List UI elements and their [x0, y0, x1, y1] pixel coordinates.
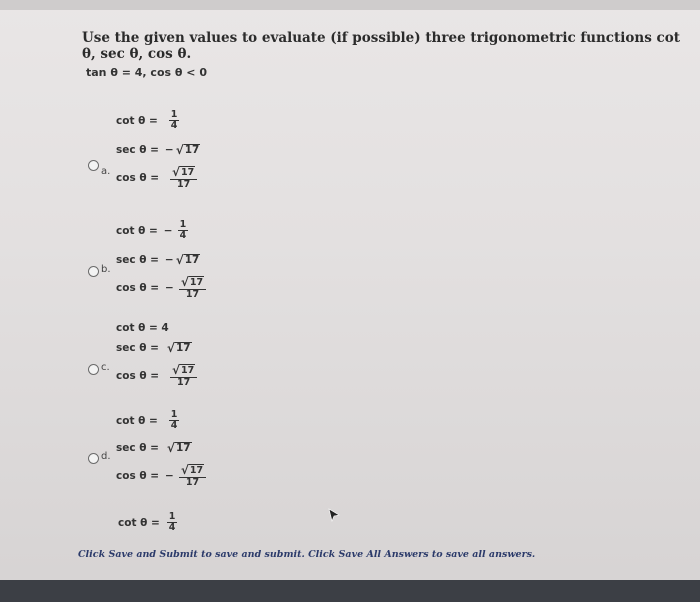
- cos-sign: −: [165, 282, 174, 294]
- cos-fraction: [179, 464, 206, 488]
- cos-label: cos θ =: [116, 172, 160, 184]
- sec-label: sec θ =: [116, 254, 159, 266]
- sqrt-symbol: √ 17: [175, 253, 200, 267]
- sec-sign: −: [164, 254, 174, 266]
- option-letter: a.: [101, 166, 111, 177]
- cos-fraction: [170, 364, 197, 388]
- option-letter: c.: [101, 362, 110, 373]
- sec-label: sec θ =: [116, 442, 159, 454]
- cos-numerator: √ 17: [179, 464, 206, 478]
- sec-equation: [116, 254, 200, 266]
- sec-radicand: 17: [175, 342, 191, 354]
- bottom-bar: [0, 580, 700, 602]
- option-c[interactable]: [88, 322, 288, 422]
- cos-denominator: 17: [185, 477, 200, 488]
- cot-denominator: 4: [179, 230, 187, 241]
- partial-cot-equation: [118, 512, 177, 533]
- cot-equation: [116, 220, 188, 241]
- cos-equation: [116, 364, 197, 388]
- cos-label: cos θ =: [116, 370, 160, 382]
- sec-equation: [116, 144, 200, 156]
- cos-numerator: √ 17: [170, 364, 197, 378]
- sec-sign: −: [164, 144, 174, 156]
- cot-numerator: 1: [168, 511, 176, 522]
- option-letter: d.: [101, 451, 111, 462]
- sec-label: sec θ =: [116, 144, 159, 156]
- cot-label: cot θ =: [116, 414, 158, 427]
- cos-denominator: 17: [177, 179, 191, 190]
- cot-denominator: 4: [170, 120, 178, 131]
- cot-label: cot θ =: [116, 114, 158, 127]
- cos-fraction: [179, 276, 206, 300]
- sec-radicand: 17: [184, 144, 200, 156]
- cos-label: cos θ =: [116, 282, 160, 294]
- radio-option-b[interactable]: [88, 266, 99, 277]
- cot-sign: −: [163, 224, 173, 237]
- cos-denominator: 17: [185, 289, 200, 300]
- cot-numerator: 1: [179, 219, 187, 230]
- cot-label: cot θ =: [116, 224, 158, 237]
- sec-equation: [116, 342, 192, 354]
- radio-option-d[interactable]: [88, 453, 99, 464]
- sec-radicand: 17: [175, 442, 191, 454]
- cos-equation: [116, 464, 206, 488]
- option-d[interactable]: [88, 410, 288, 510]
- cot-denominator: 4: [168, 522, 176, 533]
- option-letter: b.: [101, 264, 111, 275]
- footer-instructions: Click Save and Submit to save and submit. Click Save All Answers to save all answers.: [78, 549, 536, 560]
- mouse-cursor-icon: [327, 507, 341, 523]
- question-text: Use the given values to evaluate (if possible) three trigonometric functions cot θ, sec θ, cos θ.: [82, 30, 680, 62]
- radio-option-a[interactable]: [88, 160, 99, 171]
- cos-label: cos θ =: [116, 470, 160, 482]
- top-bar: [0, 0, 700, 10]
- cot-fraction: [169, 410, 180, 431]
- cot-equation: [116, 110, 179, 131]
- given-values: tan θ = 4, cos θ < 0: [86, 66, 207, 79]
- sec-radicand: 17: [184, 254, 200, 266]
- cos-numerator: √ 17: [179, 276, 206, 290]
- cot-denominator: 4: [170, 420, 178, 431]
- sqrt-symbol: √ 17: [166, 341, 191, 355]
- cot-numerator: 1: [170, 409, 178, 420]
- sec-equation: [116, 442, 192, 454]
- sqrt-symbol: √ 17: [175, 143, 200, 157]
- option-b[interactable]: [88, 218, 288, 318]
- sqrt-symbol: √ 17: [166, 441, 191, 455]
- cos-equation: [116, 166, 197, 190]
- cos-sign: −: [165, 470, 174, 482]
- radio-option-c[interactable]: [88, 364, 99, 375]
- cos-numerator: √ 17: [170, 166, 197, 180]
- cot-numerator: 1: [170, 109, 178, 120]
- cot-fraction: [178, 220, 189, 241]
- cot-fraction: [167, 512, 178, 533]
- sec-label: sec θ =: [116, 342, 159, 354]
- cos-equation: [116, 276, 206, 300]
- cot-equation: [116, 410, 179, 431]
- cos-fraction: [170, 166, 197, 190]
- cot-label: cot θ =: [118, 516, 160, 529]
- option-a[interactable]: [88, 108, 288, 208]
- cot-equation: cot θ = 4: [116, 322, 169, 334]
- cos-denominator: 17: [177, 377, 191, 388]
- cot-fraction: [169, 110, 180, 131]
